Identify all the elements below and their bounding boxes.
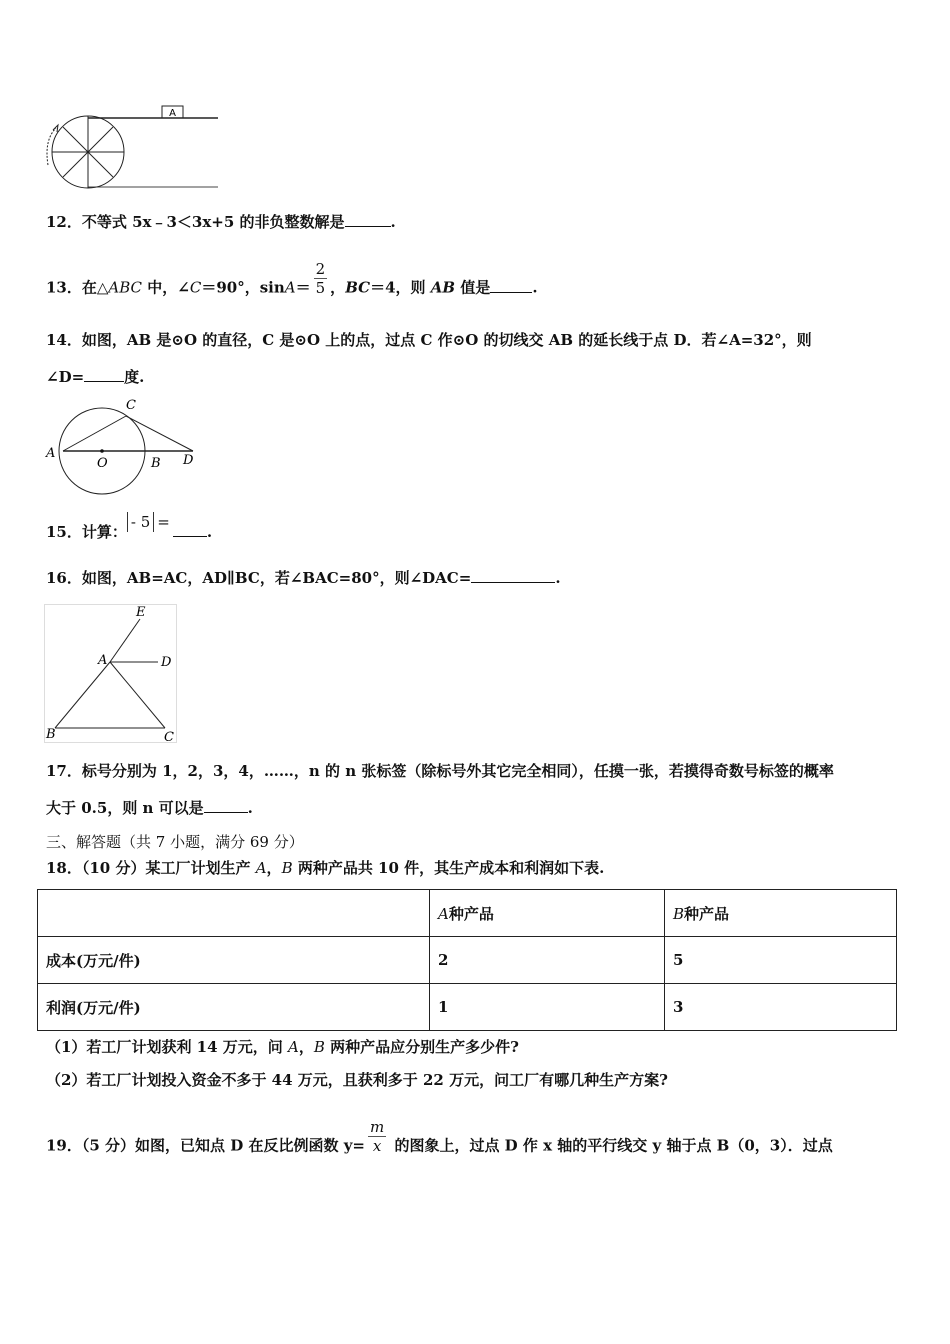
t: ＝90°，sin xyxy=(201,278,285,297)
label-c: C xyxy=(164,730,174,744)
absolute-value: - 5 xyxy=(127,512,154,532)
t: 两种产品共 10 件，其生产成本和利润如下表. xyxy=(292,859,605,877)
numerator: 2 xyxy=(315,260,326,278)
answer-blank[interactable] xyxy=(490,278,532,293)
answer-blank[interactable] xyxy=(84,367,124,382)
question-19 xyxy=(46,1118,833,1165)
t: A xyxy=(284,278,296,297)
q12-text: 12．不等式 5x﹣3＜3x+5 的非负整数解是 xyxy=(46,213,345,231)
row-label: 利润(万元/件) xyxy=(38,984,430,1031)
t: . xyxy=(532,278,538,297)
cell: 5 xyxy=(665,937,897,984)
t: ， xyxy=(298,1038,314,1056)
t: A xyxy=(438,904,449,923)
label-e: E xyxy=(136,605,146,620)
header-cell xyxy=(38,890,430,937)
answer-blank[interactable] xyxy=(204,798,248,813)
t: 19．（5 分）如图，已知点 D 在反比例函数 y= xyxy=(46,1136,365,1155)
t: ＝4，则 xyxy=(370,278,431,297)
t: ， xyxy=(330,278,346,297)
label-d: D xyxy=(161,655,172,670)
t: BC xyxy=(345,278,371,297)
t: 18．（10 分）某工厂计划生产 xyxy=(46,859,256,877)
question-18 xyxy=(46,858,604,878)
header-cell xyxy=(430,890,665,937)
label-d: D xyxy=(183,453,194,468)
t: A xyxy=(255,859,267,877)
question-15 xyxy=(46,513,213,542)
answer-blank[interactable] xyxy=(173,522,207,537)
label-o: O xyxy=(97,456,108,471)
denominator: x xyxy=(372,1137,382,1155)
question-14-line2 xyxy=(46,367,144,387)
t: AB xyxy=(430,278,456,297)
t: ， xyxy=(266,859,282,877)
section-title: 三、解答题（共 7 小题，满分 69 分） xyxy=(46,833,304,851)
t: ＝ xyxy=(295,278,311,297)
t: ABC xyxy=(108,278,143,297)
table-row xyxy=(38,937,897,984)
header-cell xyxy=(665,890,897,937)
wheel-belt-figure xyxy=(40,100,230,195)
question-18-part2: （2）若工厂计划投入资金不多于 44 万元，且获利多于 22 万元，问工厂有哪几种生产方案? xyxy=(46,1071,668,1089)
t: B xyxy=(673,904,685,923)
table-row xyxy=(38,984,897,1031)
question-12 xyxy=(46,212,396,232)
t: . xyxy=(206,523,213,541)
circle-tangent-figure xyxy=(40,395,200,500)
t: C xyxy=(189,278,202,297)
cell: 2 xyxy=(430,937,665,984)
question-17-line1: 17．标号分别为 1，2，3，4，……，n 的 n 张标签（除标号外其它完全相同），任摸一张，若摸得奇数号标签的概率 xyxy=(46,762,834,780)
question-17-line2 xyxy=(46,798,253,818)
cell: 3 xyxy=(665,984,897,1031)
cell: 1 xyxy=(430,984,665,1031)
q12-end: . xyxy=(390,213,396,231)
t: 的图象上，过点 D 作 x 轴的平行线交 y 轴于点 B（0，3）．过点 xyxy=(389,1136,833,1155)
label-a: A xyxy=(169,108,176,119)
cost-profit-table xyxy=(37,889,897,1031)
t: A xyxy=(287,1038,299,1056)
question-13 xyxy=(46,260,538,307)
answer-blank[interactable] xyxy=(345,212,391,227)
row-label: 成本(万元/件) xyxy=(38,937,430,984)
t: 15．计算： xyxy=(46,523,127,541)
question-18-part1 xyxy=(46,1037,519,1057)
label-a: A xyxy=(98,653,108,668)
t: B xyxy=(281,859,293,877)
fraction xyxy=(368,1118,386,1155)
t: . xyxy=(247,799,253,817)
t: B xyxy=(313,1038,325,1056)
question-16 xyxy=(46,568,561,588)
t: 大于 0.5，则 n 可以是 xyxy=(46,799,204,817)
label-b: B xyxy=(46,727,56,742)
triangle-parallel-figure xyxy=(44,604,178,744)
label-a: A xyxy=(46,446,56,461)
fraction xyxy=(314,260,328,297)
t: = xyxy=(157,513,170,531)
t: 两种产品应分别生产多少件? xyxy=(324,1038,519,1056)
t: 值是 xyxy=(455,278,491,297)
t: 中，∠ xyxy=(142,278,190,297)
answer-blank[interactable] xyxy=(471,568,555,583)
t: 种产品 xyxy=(684,904,730,923)
t: 种产品 xyxy=(448,904,494,923)
numerator: m xyxy=(370,1118,385,1136)
table-header-row xyxy=(38,890,897,937)
denominator: 5 xyxy=(315,279,326,297)
t: （1）若工厂计划获利 14 万元，问 xyxy=(46,1038,288,1056)
t: . xyxy=(555,569,561,587)
t: ∠D= xyxy=(46,368,85,386)
t: 16．如图，AB=AC，AD∥BC，若∠BAC=80°，则∠DAC= xyxy=(46,569,472,587)
label-c: C xyxy=(126,398,136,413)
label-b: B xyxy=(151,456,161,471)
t: 度. xyxy=(124,368,145,386)
t: 13．在△ xyxy=(46,278,109,297)
question-14-line1: 14．如图，AB 是⊙O 的直径，C 是⊙O 上的点，过点 C 作⊙O 的切线交 AB 的延长线于点 D．若∠A=32°，则 xyxy=(46,331,812,349)
